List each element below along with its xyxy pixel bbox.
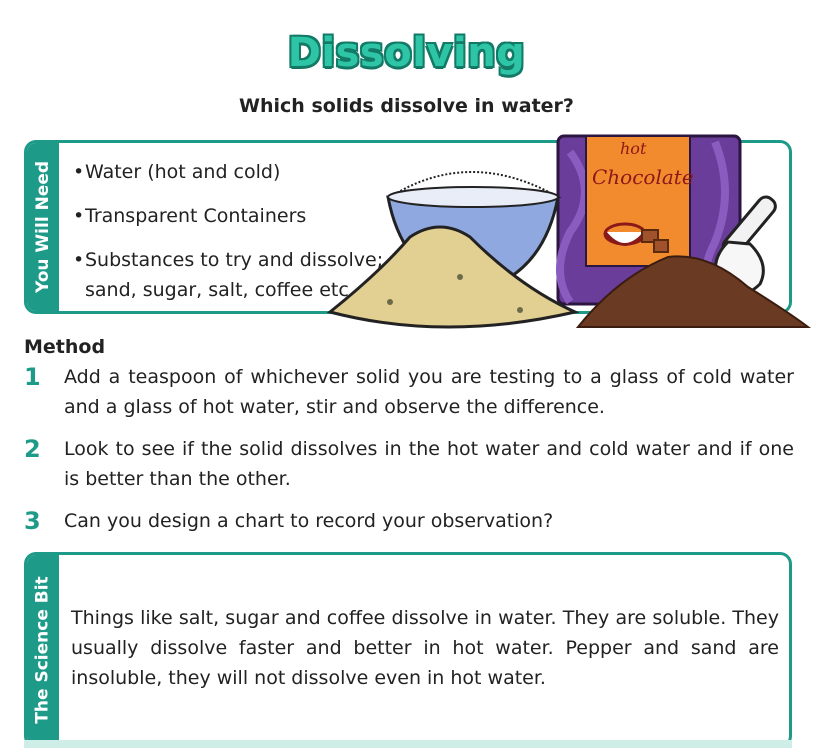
- step-text: Can you design a chart to record your observation?: [64, 510, 554, 532]
- science-bit-box: [24, 552, 792, 748]
- you-will-need-tab: [27, 143, 59, 311]
- list-item-line2: sand, sugar, salt, coffee etc: [85, 279, 349, 301]
- science-bit-text: Things like salt, sugar and coffee dissolve in water. They are soluble. They usually dissolve faster and better in hot water. Pepper and sand are insoluble, they will not dissolve even in hot water.: [71, 607, 779, 689]
- method-heading: Method: [24, 336, 106, 358]
- step-number: 3: [24, 507, 41, 535]
- page-subtitle: Which solids dissolve in water?: [239, 95, 574, 117]
- step-number: 1: [24, 363, 41, 391]
- science-bit-tab: [27, 555, 59, 745]
- tin-label-chocolate: Chocolate: [592, 165, 694, 189]
- you-will-need-label: You Will Need: [33, 160, 53, 294]
- list-item-text: Water (hot and cold): [85, 161, 281, 183]
- method-step: [24, 362, 794, 422]
- bullet: •: [73, 161, 85, 183]
- method-step: [24, 434, 794, 494]
- method-step: [24, 506, 794, 536]
- page-title: Dissolving: [287, 30, 526, 76]
- substances-illustration: [320, 132, 813, 342]
- bottom-strip: [24, 740, 792, 748]
- list-item-text: Transparent Containers: [85, 205, 307, 227]
- bullet: •: [73, 249, 85, 271]
- step-text: Add a teaspoon of whichever solid you are testing to a glass of cold water and a glass of hot water, stir and observe the difference.: [64, 366, 794, 418]
- bullet: •: [73, 205, 85, 227]
- step-text: Look to see if the solid dissolves in the hot water and cold water and if one is better than the other.: [64, 438, 794, 490]
- tin-label-hot: hot: [620, 139, 647, 158]
- step-number: 2: [24, 435, 41, 463]
- list-item-line1: Substances to try and dissolve;: [85, 249, 384, 271]
- science-bit-label: The Science Bit: [33, 576, 53, 724]
